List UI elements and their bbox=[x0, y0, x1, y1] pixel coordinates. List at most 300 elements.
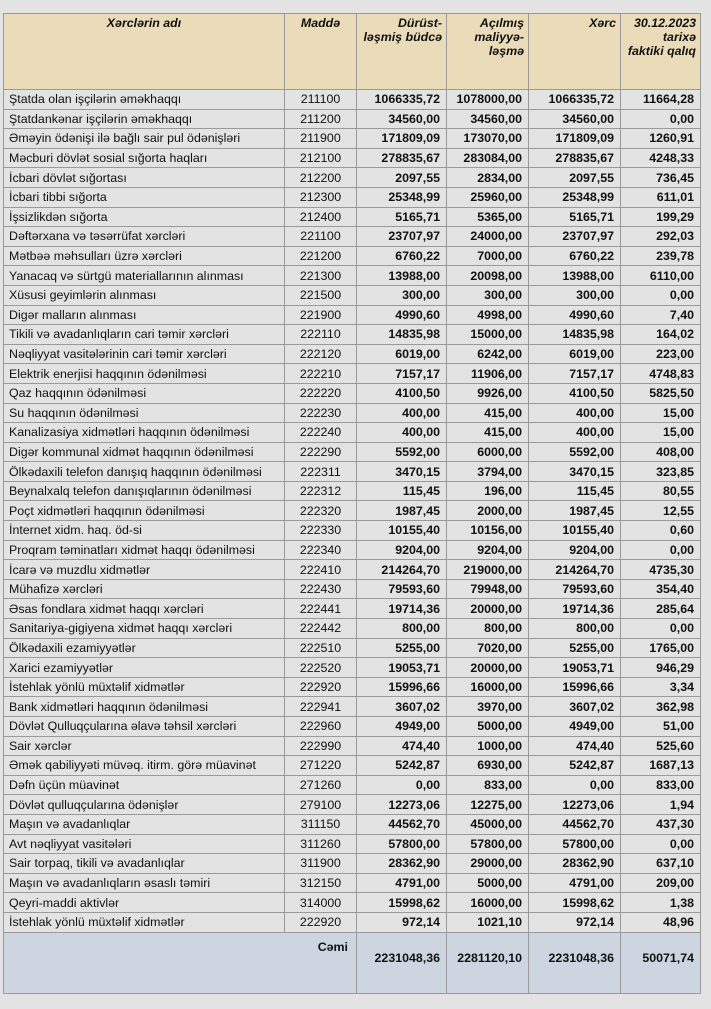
cell-opened-funding: 79948,00 bbox=[447, 579, 529, 599]
cell-adjusted-budget: 23707,97 bbox=[357, 227, 447, 247]
cell-remainder: 7,40 bbox=[621, 305, 701, 325]
cell-expense-name: Tikili və avadanlıqların cari təmir xərcləri bbox=[4, 325, 285, 345]
cell-remainder: 0,00 bbox=[621, 619, 701, 639]
cell-code: 221500 bbox=[285, 285, 357, 305]
cell-code: 212200 bbox=[285, 168, 357, 188]
cell-remainder: 164,02 bbox=[621, 325, 701, 345]
cell-expense-name: Ştatda olan işçilərin əməkhaqqı bbox=[4, 90, 285, 110]
cell-expense: 115,45 bbox=[529, 481, 621, 501]
cell-expense: 44562,70 bbox=[529, 814, 621, 834]
cell-expense-name: Əmək qabiliyyəti müvəq. itirm. görə müavinət bbox=[4, 756, 285, 776]
cell-code: 311150 bbox=[285, 814, 357, 834]
cell-expense-name: Mühafizə xərcləri bbox=[4, 579, 285, 599]
cell-expense-name: Ölkədaxili telefon danışıq haqqının ödənilməsi bbox=[4, 462, 285, 482]
cell-expense: 5242,87 bbox=[529, 756, 621, 776]
cell-expense-name: Poçt xidmətləri haqqının ödənilməsi bbox=[4, 501, 285, 521]
cell-opened-funding: 20098,00 bbox=[447, 266, 529, 286]
cell-remainder: 199,29 bbox=[621, 207, 701, 227]
cell-adjusted-budget: 115,45 bbox=[357, 481, 447, 501]
cell-opened-funding: 6930,00 bbox=[447, 756, 529, 776]
cell-expense-name: Digər kommunal xidmət haqqının ödənilməsi bbox=[4, 442, 285, 462]
cell-remainder: 362,98 bbox=[621, 697, 701, 717]
table-row bbox=[4, 344, 701, 364]
cell-expense: 15998,62 bbox=[529, 893, 621, 913]
cell-expense: 800,00 bbox=[529, 619, 621, 639]
cell-adjusted-budget: 28362,90 bbox=[357, 854, 447, 874]
cell-adjusted-budget: 400,00 bbox=[357, 403, 447, 423]
cell-opened-funding: 34560,00 bbox=[447, 109, 529, 129]
header-code: Maddə bbox=[285, 14, 357, 90]
cell-remainder: 4735,30 bbox=[621, 560, 701, 580]
cell-expense: 12273,06 bbox=[529, 795, 621, 815]
cell-expense: 3470,15 bbox=[529, 462, 621, 482]
header-expense: Xərc bbox=[529, 14, 621, 90]
cell-expense-name: Sair xərclər bbox=[4, 736, 285, 756]
cell-expense-name: Maşın və avadanlıqların əsaslı təmiri bbox=[4, 873, 285, 893]
cell-opened-funding: 45000,00 bbox=[447, 814, 529, 834]
table-row bbox=[4, 423, 701, 443]
cell-expense: 171809,09 bbox=[529, 129, 621, 149]
cell-code: 312150 bbox=[285, 873, 357, 893]
table-row bbox=[4, 246, 701, 266]
cell-code: 222510 bbox=[285, 638, 357, 658]
cell-opened-funding: 5000,00 bbox=[447, 873, 529, 893]
cell-remainder: 437,30 bbox=[621, 814, 701, 834]
table-row bbox=[4, 736, 701, 756]
cell-expense-name: Xüsusi geyimlərin alınması bbox=[4, 285, 285, 305]
table-row bbox=[4, 187, 701, 207]
cell-remainder: 0,00 bbox=[621, 285, 701, 305]
cell-adjusted-budget: 25348,99 bbox=[357, 187, 447, 207]
table-row bbox=[4, 677, 701, 697]
cell-adjusted-budget: 4100,50 bbox=[357, 383, 447, 403]
cell-code: 311260 bbox=[285, 834, 357, 854]
cell-expense: 5165,71 bbox=[529, 207, 621, 227]
cell-opened-funding: 57800,00 bbox=[447, 834, 529, 854]
cell-adjusted-budget: 34560,00 bbox=[357, 109, 447, 129]
table-row bbox=[4, 717, 701, 737]
cell-expense-name: Mətbəə məhsulları üzrə xərcləri bbox=[4, 246, 285, 266]
table-row bbox=[4, 148, 701, 168]
cell-adjusted-budget: 7157,17 bbox=[357, 364, 447, 384]
table-row bbox=[4, 619, 701, 639]
cell-code: 222240 bbox=[285, 423, 357, 443]
cell-opened-funding: 219000,00 bbox=[447, 560, 529, 580]
cell-opened-funding: 415,00 bbox=[447, 403, 529, 423]
cell-adjusted-budget: 972,14 bbox=[357, 912, 447, 932]
cell-opened-funding: 11906,00 bbox=[447, 364, 529, 384]
cell-adjusted-budget: 6019,00 bbox=[357, 344, 447, 364]
table-row bbox=[4, 756, 701, 776]
cell-opened-funding: 4998,00 bbox=[447, 305, 529, 325]
table-row bbox=[4, 697, 701, 717]
cell-expense-name: Sanitariya-gigiyena xidmət haqqı xərcləri bbox=[4, 619, 285, 639]
cell-expense: 6019,00 bbox=[529, 344, 621, 364]
cell-adjusted-budget: 6760,22 bbox=[357, 246, 447, 266]
cell-opened-funding: 25960,00 bbox=[447, 187, 529, 207]
cell-code: 222941 bbox=[285, 697, 357, 717]
cell-remainder: 0,00 bbox=[621, 834, 701, 854]
cell-adjusted-budget: 15996,66 bbox=[357, 677, 447, 697]
cell-code: 222330 bbox=[285, 521, 357, 541]
cell-code: 314000 bbox=[285, 893, 357, 913]
cell-adjusted-budget: 3607,02 bbox=[357, 697, 447, 717]
cell-expense-name: Yanacaq və sürtgü materiallarının alınması bbox=[4, 266, 285, 286]
cell-expense: 28362,90 bbox=[529, 854, 621, 874]
cell-opened-funding: 800,00 bbox=[447, 619, 529, 639]
cell-opened-funding: 3794,00 bbox=[447, 462, 529, 482]
cell-remainder: 1,94 bbox=[621, 795, 701, 815]
cell-adjusted-budget: 278835,67 bbox=[357, 148, 447, 168]
cell-remainder: 4748,83 bbox=[621, 364, 701, 384]
cell-remainder: 0,00 bbox=[621, 540, 701, 560]
cell-expense: 400,00 bbox=[529, 403, 621, 423]
cell-expense: 7157,17 bbox=[529, 364, 621, 384]
cell-opened-funding: 196,00 bbox=[447, 481, 529, 501]
cell-adjusted-budget: 57800,00 bbox=[357, 834, 447, 854]
cell-expense-name: Dəftərxana və təsərrüfat xərcləri bbox=[4, 227, 285, 247]
cell-expense-name: Bank xidmətləri haqqının ödənilməsi bbox=[4, 697, 285, 717]
table-row bbox=[4, 109, 701, 129]
cell-code: 271260 bbox=[285, 775, 357, 795]
cell-adjusted-budget: 79593,60 bbox=[357, 579, 447, 599]
header-adjusted-budget: Dürüst-ləşmiş büdcə bbox=[357, 14, 447, 90]
cell-opened-funding: 2834,00 bbox=[447, 168, 529, 188]
table-row bbox=[4, 364, 701, 384]
cell-opened-funding: 20000,00 bbox=[447, 658, 529, 678]
cell-code: 222990 bbox=[285, 736, 357, 756]
cell-expense: 23707,97 bbox=[529, 227, 621, 247]
cell-expense: 10155,40 bbox=[529, 521, 621, 541]
cell-code: 222120 bbox=[285, 344, 357, 364]
cell-code: 222441 bbox=[285, 599, 357, 619]
cell-expense: 79593,60 bbox=[529, 579, 621, 599]
table-row bbox=[4, 521, 701, 541]
cell-remainder: 1687,13 bbox=[621, 756, 701, 776]
cell-expense-name: Elektrik enerjisi haqqının ödənilməsi bbox=[4, 364, 285, 384]
cell-expense-name: Sair torpaq, tikili və avadanlıqlar bbox=[4, 854, 285, 874]
cell-adjusted-budget: 474,40 bbox=[357, 736, 447, 756]
table-row bbox=[4, 442, 701, 462]
cell-opened-funding: 173070,00 bbox=[447, 129, 529, 149]
cell-adjusted-budget: 3470,15 bbox=[357, 462, 447, 482]
cell-code: 221100 bbox=[285, 227, 357, 247]
cell-code: 222960 bbox=[285, 717, 357, 737]
cell-code: 222210 bbox=[285, 364, 357, 384]
table-body bbox=[4, 90, 701, 933]
cell-expense-name: Dövlət qulluqçularına ödənişlər bbox=[4, 795, 285, 815]
cell-code: 222442 bbox=[285, 619, 357, 639]
cell-opened-funding: 2000,00 bbox=[447, 501, 529, 521]
cell-remainder: 1,38 bbox=[621, 893, 701, 913]
cell-expense: 19053,71 bbox=[529, 658, 621, 678]
total-label: Cəmi bbox=[4, 932, 357, 993]
cell-expense-name: İnternet xidm. haq. öd-si bbox=[4, 521, 285, 541]
table-row bbox=[4, 501, 701, 521]
cell-code: 222920 bbox=[285, 677, 357, 697]
table-row bbox=[4, 658, 701, 678]
cell-expense-name: Ölkədaxili ezamiyyətlər bbox=[4, 638, 285, 658]
cell-remainder: 525,60 bbox=[621, 736, 701, 756]
cell-adjusted-budget: 15998,62 bbox=[357, 893, 447, 913]
table-row bbox=[4, 207, 701, 227]
cell-code: 222220 bbox=[285, 383, 357, 403]
cell-code: 311900 bbox=[285, 854, 357, 874]
cell-remainder: 239,78 bbox=[621, 246, 701, 266]
cell-remainder: 611,01 bbox=[621, 187, 701, 207]
cell-expense-name: Kanalizasiya xidmətləri haqqının ödənilməsi bbox=[4, 423, 285, 443]
cell-adjusted-budget: 44562,70 bbox=[357, 814, 447, 834]
table-row bbox=[4, 383, 701, 403]
table-row bbox=[4, 814, 701, 834]
total-budget: 2231048,36 bbox=[357, 932, 447, 993]
cell-remainder: 80,55 bbox=[621, 481, 701, 501]
cell-expense: 25348,99 bbox=[529, 187, 621, 207]
cell-expense-name: İstehlak yönlü müxtəlif xidmətlər bbox=[4, 677, 285, 697]
total-row bbox=[4, 932, 701, 993]
table-row bbox=[4, 462, 701, 482]
cell-expense-name: Məcburi dövlət sosial sığorta haqları bbox=[4, 148, 285, 168]
cell-remainder: 6110,00 bbox=[621, 266, 701, 286]
cell-opened-funding: 283084,00 bbox=[447, 148, 529, 168]
cell-adjusted-budget: 2097,55 bbox=[357, 168, 447, 188]
cell-code: 211200 bbox=[285, 109, 357, 129]
cell-expense-name: Dövlət Qulluqçularına əlavə təhsil xərcləri bbox=[4, 717, 285, 737]
cell-expense-name: Proqram təminatları xidmət haqqı ödənilməsi bbox=[4, 540, 285, 560]
cell-expense-name: Əməyin ödənişi ilə bağlı sair pul ödənişləri bbox=[4, 129, 285, 149]
cell-remainder: 833,00 bbox=[621, 775, 701, 795]
cell-code: 222312 bbox=[285, 481, 357, 501]
cell-remainder: 3,34 bbox=[621, 677, 701, 697]
cell-remainder: 285,64 bbox=[621, 599, 701, 619]
cell-expense: 13988,00 bbox=[529, 266, 621, 286]
cell-opened-funding: 16000,00 bbox=[447, 677, 529, 697]
table-row bbox=[4, 795, 701, 815]
table-row bbox=[4, 873, 701, 893]
cell-remainder: 946,29 bbox=[621, 658, 701, 678]
cell-adjusted-budget: 800,00 bbox=[357, 619, 447, 639]
cell-remainder: 292,03 bbox=[621, 227, 701, 247]
cell-adjusted-budget: 1066335,72 bbox=[357, 90, 447, 110]
table-row bbox=[4, 285, 701, 305]
cell-expense: 3607,02 bbox=[529, 697, 621, 717]
cell-code: 221900 bbox=[285, 305, 357, 325]
expense-report bbox=[3, 13, 700, 994]
cell-remainder: 5825,50 bbox=[621, 383, 701, 403]
cell-expense-name: İcarə və muzdlu xidmətlər bbox=[4, 560, 285, 580]
cell-opened-funding: 6000,00 bbox=[447, 442, 529, 462]
table-row bbox=[4, 912, 701, 932]
cell-adjusted-budget: 5255,00 bbox=[357, 638, 447, 658]
cell-remainder: 12,55 bbox=[621, 501, 701, 521]
cell-code: 212300 bbox=[285, 187, 357, 207]
cell-remainder: 15,00 bbox=[621, 423, 701, 443]
cell-opened-funding: 16000,00 bbox=[447, 893, 529, 913]
cell-code: 222340 bbox=[285, 540, 357, 560]
cell-code: 211900 bbox=[285, 129, 357, 149]
cell-remainder: 736,45 bbox=[621, 168, 701, 188]
cell-code: 222920 bbox=[285, 912, 357, 932]
cell-expense: 9204,00 bbox=[529, 540, 621, 560]
cell-expense-name: Su haqqının ödənilməsi bbox=[4, 403, 285, 423]
cell-opened-funding: 5365,00 bbox=[447, 207, 529, 227]
cell-adjusted-budget: 5165,71 bbox=[357, 207, 447, 227]
cell-remainder: 354,40 bbox=[621, 579, 701, 599]
cell-remainder: 1260,91 bbox=[621, 129, 701, 149]
cell-remainder: 223,00 bbox=[621, 344, 701, 364]
cell-code: 222290 bbox=[285, 442, 357, 462]
table-row bbox=[4, 638, 701, 658]
cell-expense: 0,00 bbox=[529, 775, 621, 795]
header-expense-name: Xərclərin adı bbox=[4, 14, 285, 90]
table-row bbox=[4, 854, 701, 874]
cell-expense: 4949,00 bbox=[529, 717, 621, 737]
cell-code: 222520 bbox=[285, 658, 357, 678]
cell-adjusted-budget: 400,00 bbox=[357, 423, 447, 443]
cell-expense: 972,14 bbox=[529, 912, 621, 932]
cell-expense: 5255,00 bbox=[529, 638, 621, 658]
cell-expense-name: Ştatdankənar işçilərin əməkhaqqı bbox=[4, 109, 285, 129]
cell-opened-funding: 29000,00 bbox=[447, 854, 529, 874]
cell-expense: 19714,36 bbox=[529, 599, 621, 619]
cell-code: 222320 bbox=[285, 501, 357, 521]
cell-adjusted-budget: 4791,00 bbox=[357, 873, 447, 893]
cell-expense: 214264,70 bbox=[529, 560, 621, 580]
cell-opened-funding: 12275,00 bbox=[447, 795, 529, 815]
cell-expense: 4990,60 bbox=[529, 305, 621, 325]
cell-code: 222311 bbox=[285, 462, 357, 482]
cell-adjusted-budget: 12273,06 bbox=[357, 795, 447, 815]
cell-adjusted-budget: 14835,98 bbox=[357, 325, 447, 345]
cell-expense-name: Digər malların alınması bbox=[4, 305, 285, 325]
cell-expense: 4791,00 bbox=[529, 873, 621, 893]
table-row bbox=[4, 168, 701, 188]
cell-opened-funding: 9204,00 bbox=[447, 540, 529, 560]
table-row bbox=[4, 775, 701, 795]
header-remainder: 30.12.2023 tarixə faktiki qalıq bbox=[621, 14, 701, 90]
cell-remainder: 0,00 bbox=[621, 109, 701, 129]
cell-expense-name: İstehlak yönlü müxtəlif xidmətlər bbox=[4, 912, 285, 932]
cell-expense: 278835,67 bbox=[529, 148, 621, 168]
table-row bbox=[4, 325, 701, 345]
cell-opened-funding: 300,00 bbox=[447, 285, 529, 305]
cell-remainder: 15,00 bbox=[621, 403, 701, 423]
cell-opened-funding: 20000,00 bbox=[447, 599, 529, 619]
cell-adjusted-budget: 10155,40 bbox=[357, 521, 447, 541]
cell-opened-funding: 3970,00 bbox=[447, 697, 529, 717]
cell-code: 271220 bbox=[285, 756, 357, 776]
cell-opened-funding: 1021,10 bbox=[447, 912, 529, 932]
cell-remainder: 48,96 bbox=[621, 912, 701, 932]
cell-expense: 2097,55 bbox=[529, 168, 621, 188]
cell-remainder: 0,60 bbox=[621, 521, 701, 541]
cell-code: 211100 bbox=[285, 90, 357, 110]
cell-expense-name: Qeyri-maddi aktivlər bbox=[4, 893, 285, 913]
cell-expense-name: Nəqliyyat vasitələrinin cari təmir xərcləri bbox=[4, 344, 285, 364]
cell-code: 222110 bbox=[285, 325, 357, 345]
cell-remainder: 11664,28 bbox=[621, 90, 701, 110]
cell-remainder: 209,00 bbox=[621, 873, 701, 893]
cell-opened-funding: 7020,00 bbox=[447, 638, 529, 658]
cell-adjusted-budget: 19053,71 bbox=[357, 658, 447, 678]
cell-adjusted-budget: 4990,60 bbox=[357, 305, 447, 325]
cell-expense-name: Beynalxalq telefon danışıqlarının ödənilməsi bbox=[4, 481, 285, 501]
cell-code: 212100 bbox=[285, 148, 357, 168]
cell-expense: 300,00 bbox=[529, 285, 621, 305]
cell-expense-name: İşsizlikdən sığorta bbox=[4, 207, 285, 227]
table-row bbox=[4, 129, 701, 149]
table-row bbox=[4, 579, 701, 599]
table-row bbox=[4, 540, 701, 560]
total-funding: 2281120,10 bbox=[447, 932, 529, 993]
cell-expense-name: Dəfn üçün müavinət bbox=[4, 775, 285, 795]
table-row bbox=[4, 266, 701, 286]
cell-opened-funding: 833,00 bbox=[447, 775, 529, 795]
table-row bbox=[4, 305, 701, 325]
cell-expense: 5592,00 bbox=[529, 442, 621, 462]
cell-expense: 400,00 bbox=[529, 423, 621, 443]
table-row bbox=[4, 90, 701, 110]
table-row bbox=[4, 834, 701, 854]
cell-remainder: 4248,33 bbox=[621, 148, 701, 168]
cell-code: 212400 bbox=[285, 207, 357, 227]
cell-code: 279100 bbox=[285, 795, 357, 815]
cell-adjusted-budget: 4949,00 bbox=[357, 717, 447, 737]
cell-expense: 14835,98 bbox=[529, 325, 621, 345]
cell-remainder: 51,00 bbox=[621, 717, 701, 737]
cell-opened-funding: 415,00 bbox=[447, 423, 529, 443]
cell-remainder: 323,85 bbox=[621, 462, 701, 482]
table-row bbox=[4, 599, 701, 619]
total-remainder: 50071,74 bbox=[621, 932, 701, 993]
cell-expense: 15996,66 bbox=[529, 677, 621, 697]
cell-code: 222430 bbox=[285, 579, 357, 599]
cell-remainder: 1765,00 bbox=[621, 638, 701, 658]
cell-adjusted-budget: 19714,36 bbox=[357, 599, 447, 619]
cell-expense: 1987,45 bbox=[529, 501, 621, 521]
cell-expense-name: İcbari dövlət sığortası bbox=[4, 168, 285, 188]
cell-code: 221200 bbox=[285, 246, 357, 266]
cell-adjusted-budget: 1987,45 bbox=[357, 501, 447, 521]
cell-opened-funding: 5000,00 bbox=[447, 717, 529, 737]
cell-code: 222410 bbox=[285, 560, 357, 580]
table-row bbox=[4, 227, 701, 247]
table-row bbox=[4, 560, 701, 580]
cell-code: 221300 bbox=[285, 266, 357, 286]
cell-expense-name: Qaz haqqının ödənilməsi bbox=[4, 383, 285, 403]
cell-expense: 4100,50 bbox=[529, 383, 621, 403]
expense-table bbox=[3, 13, 701, 994]
cell-expense: 57800,00 bbox=[529, 834, 621, 854]
cell-remainder: 637,10 bbox=[621, 854, 701, 874]
total-expense: 2231048,36 bbox=[529, 932, 621, 993]
cell-expense-name: Avt nəqliyyat vasitələri bbox=[4, 834, 285, 854]
cell-adjusted-budget: 0,00 bbox=[357, 775, 447, 795]
cell-opened-funding: 10156,00 bbox=[447, 521, 529, 541]
cell-opened-funding: 7000,00 bbox=[447, 246, 529, 266]
cell-expense-name: Əsas fondlara xidmət haqqı xərcləri bbox=[4, 599, 285, 619]
cell-adjusted-budget: 300,00 bbox=[357, 285, 447, 305]
cell-adjusted-budget: 171809,09 bbox=[357, 129, 447, 149]
cell-expense: 474,40 bbox=[529, 736, 621, 756]
cell-opened-funding: 24000,00 bbox=[447, 227, 529, 247]
cell-expense-name: Maşın və avadanlıqlar bbox=[4, 814, 285, 834]
cell-remainder: 408,00 bbox=[621, 442, 701, 462]
cell-adjusted-budget: 5592,00 bbox=[357, 442, 447, 462]
cell-expense: 34560,00 bbox=[529, 109, 621, 129]
cell-expense: 1066335,72 bbox=[529, 90, 621, 110]
cell-expense-name: Xarici ezamiyyətlər bbox=[4, 658, 285, 678]
